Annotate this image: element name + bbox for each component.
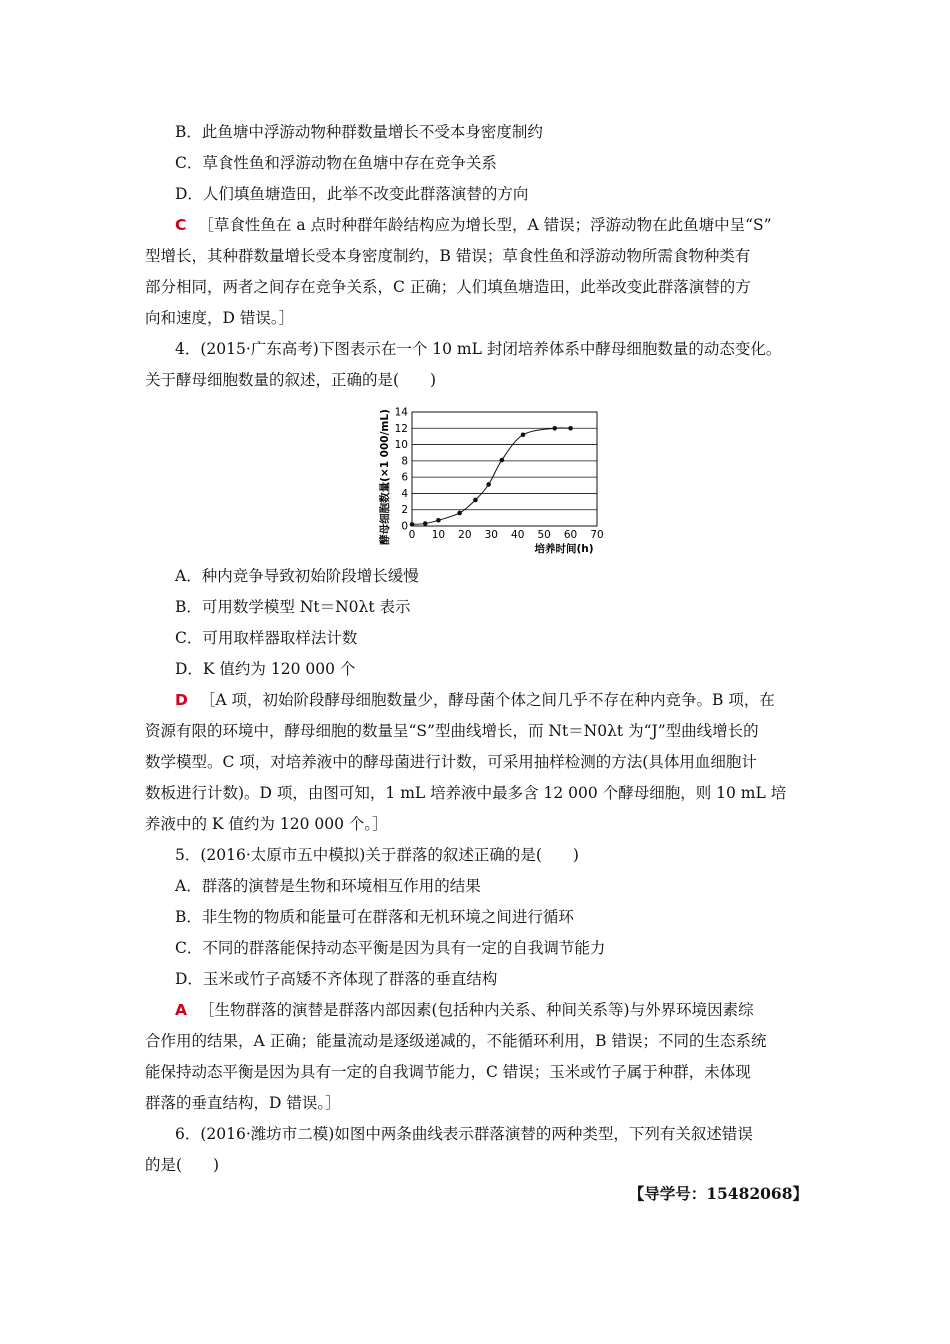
x-tick-label: 60	[563, 529, 578, 541]
y-tick-label: 10	[394, 439, 408, 452]
data-point	[423, 521, 428, 526]
guide-number: 【导学号：15482068】	[628, 1184, 808, 1203]
q5-answer-line-4: 群落的垂直结构，D 错误。］	[145, 1094, 341, 1112]
y-axis-label: 酵母细胞数量(×1 000/mL)	[379, 409, 391, 545]
q4-option-a: A．种内竞争导致初始阶段增长缓慢	[175, 567, 419, 585]
q4-stem-line-2: 关于酵母细胞数量的叙述，正确的是( )	[145, 371, 437, 389]
y-tick-label: 0	[401, 520, 408, 533]
x-tick-label: 30	[484, 529, 498, 541]
q6-stem-line-1: 6．(2016·潍坊市二模)如图中两条曲线表示群落演替的两种类型，下列有关叙述错误	[175, 1125, 753, 1143]
data-point	[457, 511, 462, 516]
y-tick-label: 14	[394, 406, 408, 419]
x-tick-label: 70	[590, 529, 604, 541]
x-axis-label: 培养时间(h)	[534, 543, 594, 555]
q3-option-b: B．此鱼塘中浮游动物种群数量增长不受本身密度制约	[175, 123, 543, 141]
q4-answer-letter: D	[175, 691, 188, 709]
data-point	[521, 433, 526, 438]
q3-option-d: D．人们填鱼塘造田，此举不改变此群落演替的方向	[175, 185, 529, 203]
q4-answer-line-1: D ［A 项，初始阶段酵母细胞数量少，酵母菌个体之间几乎不存在种内竞争。B 项，在	[175, 691, 775, 709]
q5-option-c: C．不同的群落能保持动态平衡是因为具有一定的自我调节能力	[175, 939, 606, 957]
chart-x-ticks	[409, 529, 604, 541]
q3-answer-line-1: C ［草食性鱼在 a 点时种群年龄结构应为增长型，A 错误；浮游动物在此鱼塘中呈“S”	[175, 216, 772, 234]
q3-answer-line-2: 型增长，其种群数量增长受本身密度制约，B 错误；草食性鱼和浮游动物所需食物种类有	[145, 247, 751, 265]
q4-answer-line-5: 养液中的 K 值约为 120 000 个。］	[145, 815, 388, 833]
data-point	[552, 426, 557, 431]
y-tick-label: 4	[401, 487, 408, 500]
y-tick-label: 6	[401, 471, 408, 484]
yeast-growth-chart	[372, 398, 612, 558]
y-tick-label: 2	[401, 504, 408, 517]
q5-stem: 5．(2016·太原市五中模拟)关于群落的叙述正确的是( )	[175, 846, 579, 864]
q3-answer-line-3: 部分相同，两者之间存在竞争关系，C 正确；人们填鱼塘造田，此举改变此群落演替的方	[145, 278, 751, 296]
x-tick-label: 0	[408, 529, 416, 541]
q4-answer-line-4: 数板进行计数)。D 项，由图可知，1 mL 培养液中最多含 12 000 个酵母细胞，则 10 mL 培	[145, 784, 787, 802]
data-point	[410, 522, 415, 527]
q4-option-c: C．可用取样器取样法计数	[175, 629, 358, 647]
q5-answer-line-1: A ［生物群落的演替是群落内部因素(包括种内关系、种间关系等)与外界环境因素综	[175, 1001, 754, 1019]
q5-option-a: A．群落的演替是生物和环境相互作用的结果	[175, 877, 481, 895]
q5-option-d: D．玉米或竹子高矮不齐体现了群落的垂直结构	[175, 970, 498, 988]
data-point	[486, 482, 491, 487]
y-tick-label: 12	[394, 422, 408, 435]
q4-answer-line-3: 数学模型。C 项，对培养液中的酵母菌进行计数，可采用抽样检测的方法(具体用血细胞计	[145, 753, 757, 771]
q5-answer-letter: A	[175, 1001, 187, 1019]
x-tick-label: 10	[431, 529, 446, 541]
chart-points	[410, 426, 573, 527]
q3-answer-letter: C	[175, 216, 187, 234]
y-tick-label: 8	[401, 455, 408, 468]
q5-answer-line-2: 合作用的结果，A 正确；能量流动是逐级递减的，不能循环利用，B 错误；不同的生态系统	[145, 1032, 767, 1050]
chart-y-ticks	[395, 407, 409, 533]
x-tick-label: 50	[537, 529, 551, 541]
q4-stem-line-1: 4．(2015·广东高考)下图表示在一个 10 mL 封闭培养体系中酵母细胞数量的动态变化。	[175, 340, 782, 358]
q4-option-b: B．可用数学模型 Nt＝N0λt 表示	[175, 598, 411, 616]
data-point	[500, 458, 505, 463]
data-point	[568, 426, 573, 431]
data-point	[436, 518, 441, 523]
q3-answer-line-4: 向和速度，D 错误。］	[145, 309, 295, 327]
x-tick-label: 40	[511, 529, 525, 541]
q4-answer-line-2: 资源有限的环境中，酵母细胞的数量呈“S”型曲线增长，而 Nt＝N0λt 为“J”型曲线增长的	[145, 722, 759, 740]
q3-option-c: C．草食性鱼和浮游动物在鱼塘中存在竞争关系	[175, 154, 497, 172]
data-point	[473, 498, 478, 503]
q4-option-d: D．K 值约为 120 000 个	[175, 660, 356, 678]
x-tick-label: 20	[458, 529, 472, 541]
q5-answer-line-3: 能保持动态平衡是因为具有一定的自我调节能力，C 错误；玉米或竹子属于种群，未体现	[145, 1063, 751, 1081]
q6-stem-line-2: 的是( )	[145, 1156, 220, 1174]
q5-option-b: B．非生物的物质和能量可在群落和无机环境之间进行循环	[175, 908, 574, 926]
